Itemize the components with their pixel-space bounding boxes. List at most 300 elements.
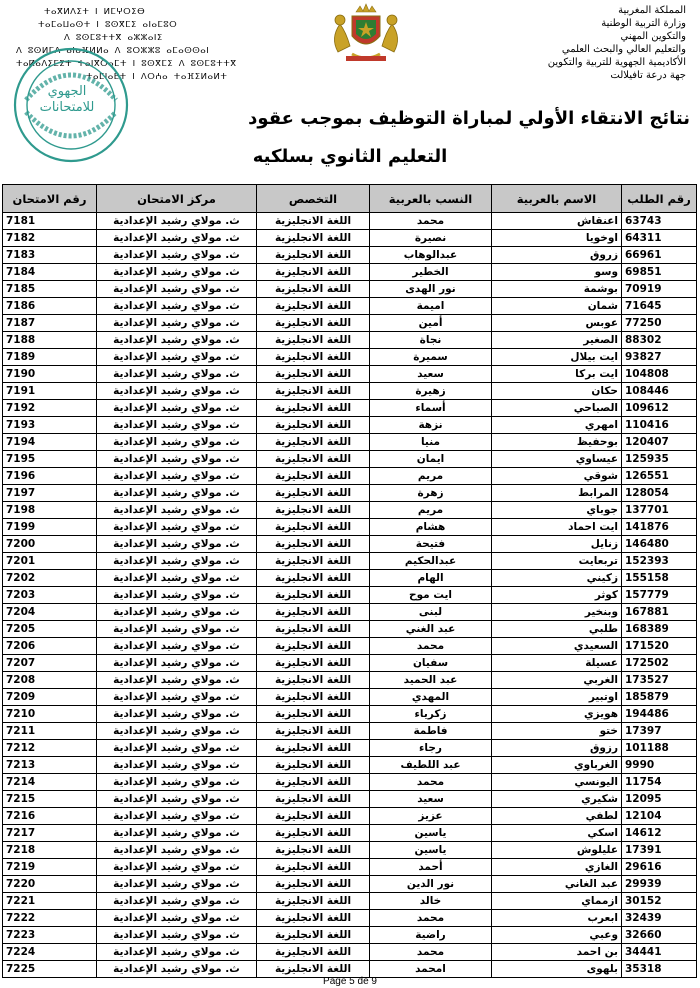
exam-center-cell: ث. مولاي رشيد الإعدادية xyxy=(97,893,257,910)
exam-number-cell: 7182 xyxy=(3,230,97,247)
first-name-cell: وعبي xyxy=(492,927,622,944)
exam-center-cell: ث. مولاي رشيد الإعدادية xyxy=(97,808,257,825)
exam-number-cell: 7209 xyxy=(3,689,97,706)
exam-center-cell: ث. مولاي رشيد الإعدادية xyxy=(97,451,257,468)
exam-number-cell: 7194 xyxy=(3,434,97,451)
header-line: ⵜⴰⴳⵍⴷⵉⵜ ⵏ ⵍⵎⵖⵔⵉⴱ xyxy=(44,7,146,17)
exam-center-cell: ث. مولاي رشيد الإعدادية xyxy=(97,417,257,434)
first-name-cell: تربعايت xyxy=(492,553,622,570)
application-number-cell: 141876 xyxy=(622,519,697,536)
last-name-cell: سعيد xyxy=(370,791,492,808)
specialty-cell: اللغة الانجليزية xyxy=(257,213,370,230)
exam-center-cell: ث. مولاي رشيد الإعدادية xyxy=(97,247,257,264)
first-name-cell: زنايل xyxy=(492,536,622,553)
last-name-cell: هشام xyxy=(370,519,492,536)
specialty-cell: اللغة الانجليزية xyxy=(257,264,370,281)
application-number-cell: 32439 xyxy=(622,910,697,927)
last-name-cell: عبد الغني xyxy=(370,621,492,638)
exam-center-cell: ث. مولاي رشيد الإعدادية xyxy=(97,536,257,553)
last-name-cell: ياسين xyxy=(370,825,492,842)
first-name-cell: عيساوي xyxy=(492,451,622,468)
table-row xyxy=(3,893,697,910)
last-name-cell: عبد اللطيف xyxy=(370,757,492,774)
first-name-cell: بوشمة xyxy=(492,281,622,298)
application-number-cell: 17391 xyxy=(622,842,697,859)
application-number-cell: 69851 xyxy=(622,264,697,281)
exam-center-cell: ث. مولاي رشيد الإعدادية xyxy=(97,281,257,298)
application-number-cell: 32660 xyxy=(622,927,697,944)
application-number-cell: 108446 xyxy=(622,383,697,400)
table-row xyxy=(3,570,697,587)
application-number-cell: 167881 xyxy=(622,604,697,621)
application-number-cell: 63743 xyxy=(622,213,697,230)
first-name-cell: طلبي xyxy=(492,621,622,638)
first-name-cell: الغرباوي xyxy=(492,757,622,774)
application-number-cell: 93827 xyxy=(622,349,697,366)
header-line: ⴷ ⵓⵙⵎⵓⵜⵜⴳ ⴰⵣⵣⴰⵏⵉ xyxy=(64,33,163,43)
application-number-cell: 125935 xyxy=(622,451,697,468)
specialty-cell: اللغة الانجليزية xyxy=(257,910,370,927)
specialty-cell: اللغة الانجليزية xyxy=(257,757,370,774)
header-line: ⴷ ⵓⵙⵍⵎⴷ ⴰⵏⴰⴼⵍⵍⴰ ⴷ ⵓⵔⵣⵣⵓ ⴰⵎⴰⵙⵙⴰⵏ xyxy=(16,46,210,56)
table-row xyxy=(3,655,697,672)
exam-number-cell: 7184 xyxy=(3,264,97,281)
exam-center-cell: ث. مولاي رشيد الإعدادية xyxy=(97,400,257,417)
last-name-cell: فاطمة xyxy=(370,723,492,740)
specialty-cell: اللغة الانجليزية xyxy=(257,519,370,536)
table-row xyxy=(3,638,697,655)
exam-center-cell: ث. مولاي رشيد الإعدادية xyxy=(97,927,257,944)
specialty-cell: اللغة الانجليزية xyxy=(257,859,370,876)
application-number-cell: 194486 xyxy=(622,706,697,723)
exam-number-cell: 7210 xyxy=(3,706,97,723)
column-header-exam-center: مركز الامتحان xyxy=(97,185,257,213)
application-number-cell: 11754 xyxy=(622,774,697,791)
exam-center-cell: ث. مولاي رشيد الإعدادية xyxy=(97,944,257,961)
last-name-cell: زهيرة xyxy=(370,383,492,400)
first-name-cell: عبد الغاني xyxy=(492,876,622,893)
exam-number-cell: 7181 xyxy=(3,213,97,230)
first-name-cell: عسيلة xyxy=(492,655,622,672)
exam-number-cell: 7223 xyxy=(3,927,97,944)
first-name-cell: حكان xyxy=(492,383,622,400)
page-title: نتائج الانتقاء الأولي لمباراة التوظيف بموجب عقود xyxy=(248,108,690,129)
first-name-cell: ايت احماد xyxy=(492,519,622,536)
application-number-cell: 171520 xyxy=(622,638,697,655)
exam-number-cell: 7195 xyxy=(3,451,97,468)
exam-number-cell: 7221 xyxy=(3,893,97,910)
first-name-cell: بن احمد xyxy=(492,944,622,961)
specialty-cell: اللغة الانجليزية xyxy=(257,298,370,315)
header-line: جهة درعة تافيلالت xyxy=(610,70,686,81)
exam-center-cell: ث. مولاي رشيد الإعدادية xyxy=(97,774,257,791)
exam-number-cell: 7214 xyxy=(3,774,97,791)
table-row xyxy=(3,621,697,638)
specialty-cell: اللغة الانجليزية xyxy=(257,485,370,502)
table-row xyxy=(3,451,697,468)
table-row xyxy=(3,961,697,978)
last-name-cell: اميمة xyxy=(370,298,492,315)
exam-number-cell: 7197 xyxy=(3,485,97,502)
exam-number-cell: 7188 xyxy=(3,332,97,349)
specialty-cell: اللغة الانجليزية xyxy=(257,944,370,961)
exam-number-cell: 7186 xyxy=(3,298,97,315)
exam-center-cell: ث. مولاي رشيد الإعدادية xyxy=(97,315,257,332)
column-header-id: رقم الطلب xyxy=(622,185,697,213)
last-name-cell: عبدالحكيم xyxy=(370,553,492,570)
ministry-header-arabic xyxy=(446,4,686,82)
table-row xyxy=(3,672,697,689)
specialty-cell: اللغة الانجليزية xyxy=(257,604,370,621)
header-line: ⵜⴰⵎⵏⴰⴹⵜ ⵏ ⴷⵔⵄⴰ ⵜⴰⴼⵉⵍⴰⵍⵜ xyxy=(86,72,228,82)
application-number-cell: 120407 xyxy=(622,434,697,451)
first-name-cell: اعنقاش xyxy=(492,213,622,230)
first-name-cell: ابعرب xyxy=(492,910,622,927)
application-number-cell: 168389 xyxy=(622,621,697,638)
last-name-cell: نور الدين xyxy=(370,876,492,893)
table-row xyxy=(3,587,697,604)
exam-number-cell: 7217 xyxy=(3,825,97,842)
exam-center-cell: ث. مولاي رشيد الإعدادية xyxy=(97,723,257,740)
specialty-cell: اللغة الانجليزية xyxy=(257,536,370,553)
exam-number-cell: 7190 xyxy=(3,366,97,383)
table-row xyxy=(3,859,697,876)
exam-number-cell: 7225 xyxy=(3,961,97,978)
first-name-cell: ختو xyxy=(492,723,622,740)
application-number-cell: 88302 xyxy=(622,332,697,349)
specialty-cell: اللغة الانجليزية xyxy=(257,893,370,910)
page-number: Page 5 de 9 xyxy=(323,976,377,987)
column-header-exam-number: رقم الامتحان xyxy=(3,185,97,213)
specialty-cell: اللغة الانجليزية xyxy=(257,876,370,893)
results-table xyxy=(2,184,697,978)
first-name-cell: الغربي xyxy=(492,672,622,689)
exam-number-cell: 7218 xyxy=(3,842,97,859)
application-number-cell: 70919 xyxy=(622,281,697,298)
first-name-cell: وسو xyxy=(492,264,622,281)
specialty-cell: اللغة الانجليزية xyxy=(257,808,370,825)
last-name-cell: ايمان xyxy=(370,451,492,468)
specialty-cell: اللغة الانجليزية xyxy=(257,332,370,349)
exam-number-cell: 7185 xyxy=(3,281,97,298)
specialty-cell: اللغة الانجليزية xyxy=(257,927,370,944)
last-name-cell: أمين xyxy=(370,315,492,332)
exam-center-cell: ث. مولاي رشيد الإعدادية xyxy=(97,587,257,604)
exam-number-cell: 7198 xyxy=(3,502,97,519)
exam-center-cell: ث. مولاي رشيد الإعدادية xyxy=(97,859,257,876)
specialty-cell: اللغة الانجليزية xyxy=(257,315,370,332)
table-row xyxy=(3,791,697,808)
last-name-cell: سعيد xyxy=(370,366,492,383)
table-row xyxy=(3,400,697,417)
first-name-cell: جوباي xyxy=(492,502,622,519)
last-name-cell: أسماء xyxy=(370,400,492,417)
last-name-cell: محمد xyxy=(370,910,492,927)
first-name-cell: اوتبير xyxy=(492,689,622,706)
table-row xyxy=(3,264,697,281)
exam-center-cell: ث. مولاي رشيد الإعدادية xyxy=(97,519,257,536)
specialty-cell: اللغة الانجليزية xyxy=(257,774,370,791)
first-name-cell: اسكي xyxy=(492,825,622,842)
first-name-cell: عليلوش xyxy=(492,842,622,859)
specialty-cell: اللغة الانجليزية xyxy=(257,417,370,434)
table-row xyxy=(3,468,697,485)
exam-number-cell: 7187 xyxy=(3,315,97,332)
exam-number-cell: 7183 xyxy=(3,247,97,264)
first-name-cell: شكيري xyxy=(492,791,622,808)
header-line: المملكة المغربية xyxy=(618,5,686,16)
application-number-cell: 173527 xyxy=(622,672,697,689)
specialty-cell: اللغة الانجليزية xyxy=(257,383,370,400)
table-row xyxy=(3,349,697,366)
exam-number-cell: 7216 xyxy=(3,808,97,825)
exam-center-cell: ث. مولاي رشيد الإعدادية xyxy=(97,366,257,383)
specialty-cell: اللغة الانجليزية xyxy=(257,400,370,417)
specialty-cell: اللغة الانجليزية xyxy=(257,502,370,519)
table-row xyxy=(3,842,697,859)
last-name-cell: عزيز xyxy=(370,808,492,825)
table-row xyxy=(3,298,697,315)
specialty-cell: اللغة الانجليزية xyxy=(257,672,370,689)
last-name-cell: خالد xyxy=(370,893,492,910)
header-line: والتعليم العالي والبحث العلمي xyxy=(561,44,686,55)
first-name-cell: عوبس xyxy=(492,315,622,332)
exam-center-cell: ث. مولاي رشيد الإعدادية xyxy=(97,349,257,366)
exam-center-cell: ث. مولاي رشيد الإعدادية xyxy=(97,485,257,502)
table-row xyxy=(3,315,697,332)
last-name-cell: زكرياء xyxy=(370,706,492,723)
table-row xyxy=(3,944,697,961)
last-name-cell: نزهة xyxy=(370,417,492,434)
last-name-cell: سفيان xyxy=(370,655,492,672)
table-row xyxy=(3,706,697,723)
exam-number-cell: 7211 xyxy=(3,723,97,740)
application-number-cell: 64311 xyxy=(622,230,697,247)
table-row xyxy=(3,366,697,383)
exam-center-cell: ث. مولاي رشيد الإعدادية xyxy=(97,655,257,672)
specialty-cell: اللغة الانجليزية xyxy=(257,281,370,298)
application-number-cell: 77250 xyxy=(622,315,697,332)
exam-center-cell: ث. مولاي رشيد الإعدادية xyxy=(97,757,257,774)
table-row xyxy=(3,247,697,264)
application-number-cell: 12104 xyxy=(622,808,697,825)
exam-number-cell: 7201 xyxy=(3,553,97,570)
last-name-cell: عبدالوهاب xyxy=(370,247,492,264)
last-name-cell: محمد xyxy=(370,774,492,791)
application-number-cell: 101188 xyxy=(622,740,697,757)
exam-number-cell: 7207 xyxy=(3,655,97,672)
last-name-cell: المهدي xyxy=(370,689,492,706)
application-number-cell: 110416 xyxy=(622,417,697,434)
last-name-cell: نصيرة xyxy=(370,230,492,247)
exam-center-cell: ث. مولاي رشيد الإعدادية xyxy=(97,383,257,400)
exam-number-cell: 7196 xyxy=(3,468,97,485)
last-name-cell: مريم xyxy=(370,468,492,485)
table-row xyxy=(3,281,697,298)
application-number-cell: 128054 xyxy=(622,485,697,502)
table-row xyxy=(3,485,697,502)
last-name-cell: عبد الحميد xyxy=(370,672,492,689)
exam-center-cell: ث. مولاي رشيد الإعدادية xyxy=(97,740,257,757)
table-row xyxy=(3,604,697,621)
specialty-cell: اللغة الانجليزية xyxy=(257,553,370,570)
first-name-cell: ازمماي xyxy=(492,893,622,910)
table-row xyxy=(3,808,697,825)
application-number-cell: 137701 xyxy=(622,502,697,519)
first-name-cell: الغازي xyxy=(492,859,622,876)
stamp-line: للامتحانات xyxy=(39,100,95,115)
first-name-cell: بلهوى xyxy=(492,961,622,978)
exam-center-cell: ث. مولاي رشيد الإعدادية xyxy=(97,672,257,689)
first-name-cell: كوثر xyxy=(492,587,622,604)
exam-number-cell: 7193 xyxy=(3,417,97,434)
table-header-row xyxy=(3,185,697,213)
table-row xyxy=(3,553,697,570)
table-row xyxy=(3,689,697,706)
last-name-cell: أحمد xyxy=(370,859,492,876)
application-number-cell: 109612 xyxy=(622,400,697,417)
last-name-cell: نجاة xyxy=(370,332,492,349)
application-number-cell: 104808 xyxy=(622,366,697,383)
application-number-cell: 185879 xyxy=(622,689,697,706)
exam-center-cell: ث. مولاي رشيد الإعدادية xyxy=(97,689,257,706)
last-name-cell: فتيحة xyxy=(370,536,492,553)
specialty-cell: اللغة الانجليزية xyxy=(257,468,370,485)
last-name-cell: محمد xyxy=(370,944,492,961)
specialty-cell: اللغة الانجليزية xyxy=(257,638,370,655)
last-name-cell: رجاء xyxy=(370,740,492,757)
table-row xyxy=(3,417,697,434)
exam-center-cell: ث. مولاي رشيد الإعدادية xyxy=(97,264,257,281)
application-number-cell: 14612 xyxy=(622,825,697,842)
first-name-cell: شمان xyxy=(492,298,622,315)
specialty-cell: اللغة الانجليزية xyxy=(257,621,370,638)
specialty-cell: اللغة الانجليزية xyxy=(257,842,370,859)
table-row xyxy=(3,825,697,842)
first-name-cell: رزوق xyxy=(492,740,622,757)
table-row xyxy=(3,502,697,519)
first-name-cell: اوخويا xyxy=(492,230,622,247)
first-name-cell: وبنخير xyxy=(492,604,622,621)
first-name-cell: الصباحي xyxy=(492,400,622,417)
application-number-cell: 157779 xyxy=(622,587,697,604)
exam-center-cell: ث. مولاي رشيد الإعدادية xyxy=(97,604,257,621)
last-name-cell: نور الهدى xyxy=(370,281,492,298)
table-row xyxy=(3,774,697,791)
page-subtitle: التعليم الثانوي بسلكيه xyxy=(252,146,448,167)
application-number-cell: 172502 xyxy=(622,655,697,672)
specialty-cell: اللغة الانجليزية xyxy=(257,434,370,451)
first-name-cell: ايت بيلال xyxy=(492,349,622,366)
exam-center-cell: ث. مولاي رشيد الإعدادية xyxy=(97,434,257,451)
specialty-cell: اللغة الانجليزية xyxy=(257,961,370,978)
application-number-cell: 30152 xyxy=(622,893,697,910)
table-row xyxy=(3,213,697,230)
last-name-cell: الخطير xyxy=(370,264,492,281)
table-row xyxy=(3,536,697,553)
exam-number-cell: 7215 xyxy=(3,791,97,808)
specialty-cell: اللغة الانجليزية xyxy=(257,230,370,247)
exam-center-cell: ث. مولاي رشيد الإعدادية xyxy=(97,910,257,927)
header-line: ⵜⴰⴽⴰⴷⵉⵎⵉⵜ ⵜⴰⵏⴳⵔⴰⵎⵜ ⵏ ⵓⵙⴳⵎⵉ ⴷ ⵓⵙⵎⵓⵜⵜⴳ xyxy=(16,59,237,69)
exam-center-cell: ث. مولاي رشيد الإعدادية xyxy=(97,961,257,978)
exam-number-cell: 7212 xyxy=(3,740,97,757)
last-name-cell: الهام xyxy=(370,570,492,587)
exam-center-cell: ث. مولاي رشيد الإعدادية xyxy=(97,332,257,349)
first-name-cell: زكيني xyxy=(492,570,622,587)
table-row xyxy=(3,757,697,774)
first-name-cell: ايت بركا xyxy=(492,366,622,383)
last-name-cell: لبنى xyxy=(370,604,492,621)
specialty-cell: اللغة الانجليزية xyxy=(257,587,370,604)
table-row xyxy=(3,876,697,893)
column-header-last-name: النسب بالعربية xyxy=(370,185,492,213)
specialty-cell: اللغة الانجليزية xyxy=(257,723,370,740)
first-name-cell: لطفي xyxy=(492,808,622,825)
stamp-text xyxy=(26,84,108,116)
exam-center-cell: ث. مولاي رشيد الإعدادية xyxy=(97,825,257,842)
specialty-cell: اللغة الانجليزية xyxy=(257,655,370,672)
application-number-cell: 152393 xyxy=(622,553,697,570)
column-header-first-name: الاسم بالعربية xyxy=(492,185,622,213)
last-name-cell: محمد xyxy=(370,213,492,230)
last-name-cell: راضية xyxy=(370,927,492,944)
application-number-cell: 29616 xyxy=(622,859,697,876)
exam-center-cell: ث. مولاي رشيد الإعدادية xyxy=(97,468,257,485)
exam-number-cell: 7192 xyxy=(3,400,97,417)
column-header-specialty: التخصص xyxy=(257,185,370,213)
exam-center-cell: ث. مولاي رشيد الإعدادية xyxy=(97,230,257,247)
specialty-cell: اللغة الانجليزية xyxy=(257,247,370,264)
last-name-cell: منيا xyxy=(370,434,492,451)
table-row xyxy=(3,332,697,349)
specialty-cell: اللغة الانجليزية xyxy=(257,451,370,468)
last-name-cell: محمد xyxy=(370,638,492,655)
exam-number-cell: 7204 xyxy=(3,604,97,621)
first-name-cell: هويزي xyxy=(492,706,622,723)
first-name-cell: بوحفيظ xyxy=(492,434,622,451)
table-row xyxy=(3,723,697,740)
exam-center-cell: ث. مولاي رشيد الإعدادية xyxy=(97,621,257,638)
specialty-cell: اللغة الانجليزية xyxy=(257,825,370,842)
application-number-cell: 146480 xyxy=(622,536,697,553)
application-number-cell: 71645 xyxy=(622,298,697,315)
exam-number-cell: 7220 xyxy=(3,876,97,893)
exam-center-cell: ث. مولاي رشيد الإعدادية xyxy=(97,502,257,519)
specialty-cell: اللغة الانجليزية xyxy=(257,570,370,587)
exam-center-cell: ث. مولاي رشيد الإعدادية xyxy=(97,876,257,893)
specialty-cell: اللغة الانجليزية xyxy=(257,689,370,706)
exam-number-cell: 7202 xyxy=(3,570,97,587)
exam-number-cell: 7213 xyxy=(3,757,97,774)
last-name-cell: سميرة xyxy=(370,349,492,366)
exam-center-cell: ث. مولاي رشيد الإعدادية xyxy=(97,842,257,859)
application-number-cell: 9990 xyxy=(622,757,697,774)
application-number-cell: 34441 xyxy=(622,944,697,961)
exam-number-cell: 7208 xyxy=(3,672,97,689)
last-name-cell: امحمد xyxy=(370,961,492,978)
exam-number-cell: 7189 xyxy=(3,349,97,366)
stamp-line: الجهوي xyxy=(47,84,87,99)
header-line: وزارة التربية الوطنية xyxy=(601,18,686,29)
exam-number-cell: 7219 xyxy=(3,859,97,876)
application-number-cell: 155158 xyxy=(622,570,697,587)
exam-center-cell: ث. مولاي رشيد الإعدادية xyxy=(97,213,257,230)
table-row xyxy=(3,740,697,757)
specialty-cell: اللغة الانجليزية xyxy=(257,791,370,808)
application-number-cell: 126551 xyxy=(622,468,697,485)
exam-center-cell: ث. مولاي رشيد الإعدادية xyxy=(97,553,257,570)
